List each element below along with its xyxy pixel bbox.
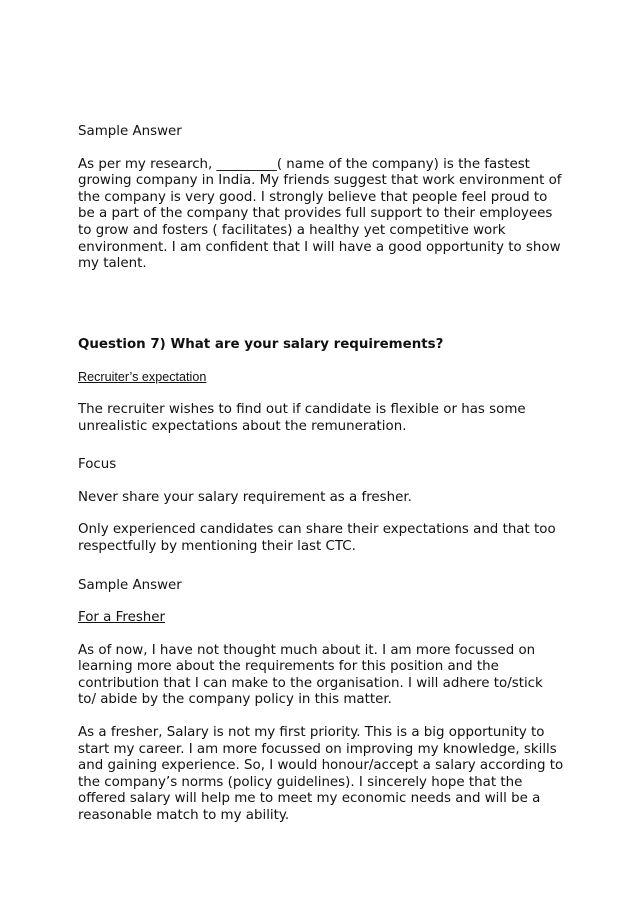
sample-answer-paragraph-1: As per my research, _________( name of the company) is the fastest growing company in India. My friends suggest that work environment of the company is very good. I strongly believe that people feel proud to be a part of the company that provides full support to their employees to grow and fosters ( facilitates) a healthy yet competitive work environment. I am confident that I will have a good opportunity to show my talent. [78,156,562,272]
focus-paragraph-1: Never share your salary requirement as a fresher. [78,489,412,505]
recruiter-expectation-heading: Recruiter’s expectation [78,370,207,385]
fresher-subheading: For a Fresher [78,610,166,626]
focus-heading: Focus [78,457,117,473]
focus-paragraph-2: Only experienced candidates can share their expectations and that too respectfully by mentioning their last CTC. [78,522,556,554]
question-7-heading: Question 7) What are your salary requirements? [78,336,444,352]
fresher-answer-paragraph-1: As of now, I have not thought much about it. I am more focussed on learning more about the requirements for this position and the contribution that I can make to the organisation. I will adhere to/stick to/ abide by the company policy in this matter. [78,642,543,708]
sample-answer-heading-2: Sample Answer [78,577,182,593]
recruiter-expectation-paragraph: The recruiter wishes to find out if candidate is flexible or has some unrealistic expectations about the remuneration. [78,401,526,434]
sample-answer-heading-1: Sample Answer [78,124,182,139]
document-content [78,124,564,825]
fresher-answer-paragraph-2: As a fresher, Salary is not my first priority. This is a big opportunity to start my career. I am more focussed on improving my knowledge, skills and gaining experience. So, I would honour/accept a salary according to the company’s norms (policy guidelines). I sincerely hope that the offered salary will help me to meet my economic needs and will be a reasonable match to my ability. [78,725,564,824]
